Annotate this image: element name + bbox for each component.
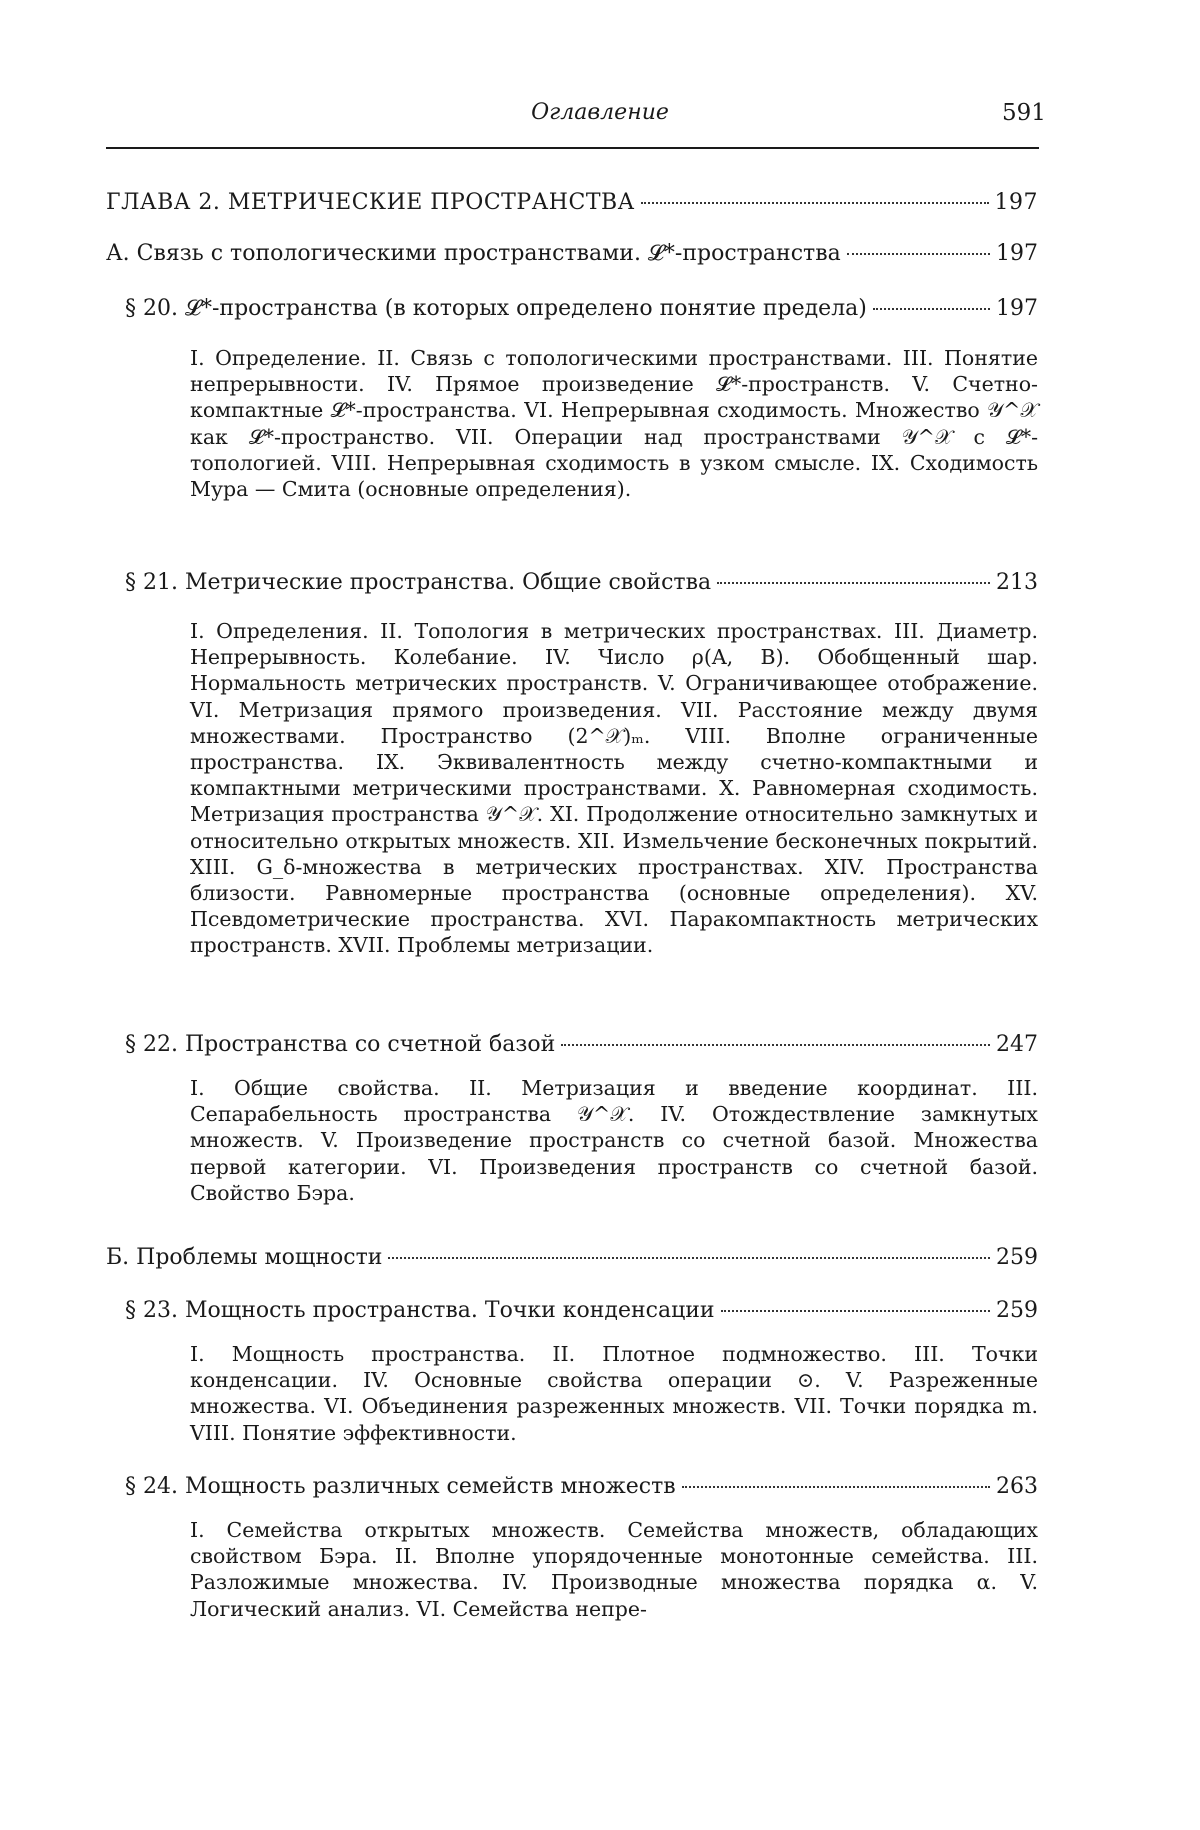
section-page: 213 — [996, 568, 1038, 598]
toc-section-24[interactable] — [125, 1469, 1038, 1502]
section-page: 247 — [996, 1030, 1038, 1060]
dot-leader — [847, 231, 990, 255]
part-a-title: А. Связь с топологическими пространствами. 𝓛*-пространства — [106, 239, 841, 269]
section-page: 263 — [996, 1472, 1038, 1502]
toc-section-22[interactable] — [125, 1027, 1038, 1060]
chapter-page: 197 — [995, 188, 1039, 218]
section-24-description: I. Семейства открытых множеств. Семейства множеств, обладающих свойством Бэра. II. Вполне упорядоченные монотонные семейства. III. Разложимые множества. IV. Производные множества порядка α. V. Логический анализ. VI. Семейства непре- — [190, 1517, 1038, 1622]
part-a-page: 197 — [996, 239, 1038, 269]
toc-section-23[interactable] — [125, 1293, 1038, 1326]
chapter-title: ГЛАВА 2. МЕТРИЧЕСКИЕ ПРОСТРАНСТВА — [106, 188, 635, 218]
header-rule — [106, 147, 1039, 149]
section-22-description: I. Общие свойства. II. Метризация и введение координат. III. Сепарабельность пространства 𝒴^𝒳. IV. Отождествление замкнутых множеств. V. Произведение пространств со счетной базой. Множества первой категории. VI. Произведения пространств со счетной базой. Свойство Бэра. — [190, 1075, 1038, 1206]
dot-leader — [641, 180, 989, 204]
section-20-description: I. Определение. II. Связь с топологическими пространствами. III. Понятие непрерывности. IV. Прямое произведение 𝓛*-пространств. V. Счетно-компактные 𝓛*-пространства. VI. Непрерывная сходимость. Множество 𝒴^𝒳 как 𝓛*-пространство. VII. Операции над пространствами 𝒴^𝒳 с 𝓛*-топологией. VIII. Непрерывная сходимость в узком смысле. IX. Сходимость Мура — Смита (основные определения). — [190, 345, 1038, 502]
section-23-description: I. Мощность пространства. II. Плотное подмножество. III. Точки конденсации. IV. Основные свойства операции ⊙. V. Разреженные множества. VI. Объединения разреженных множеств. VII. Точки порядка m. VIII. Понятие эффективности. — [190, 1341, 1038, 1446]
toc-section-20[interactable] — [125, 291, 1038, 324]
book-page — [0, 0, 1200, 1830]
toc-part-a[interactable] — [106, 236, 1038, 269]
section-title: § 21. Метрические пространства. Общие свойства — [125, 568, 711, 598]
section-title: § 23. Мощность пространства. Точки конденсации — [125, 1296, 715, 1326]
toc-part-b[interactable] — [106, 1240, 1038, 1273]
dot-leader — [721, 1288, 990, 1312]
dot-leader — [388, 1235, 990, 1259]
dot-leader — [873, 286, 990, 310]
part-b-page: 259 — [996, 1243, 1038, 1273]
toc-section-21[interactable] — [125, 565, 1038, 598]
part-b-title: Б. Проблемы мощности — [106, 1243, 382, 1273]
running-title: Оглавление — [0, 100, 1200, 125]
section-title: § 22. Пространства со счетной базой — [125, 1030, 555, 1060]
page-number: 591 — [1002, 100, 1046, 126]
dot-leader — [717, 560, 990, 584]
section-title: § 20. 𝓛*-пространства (в которых определено понятие предела) — [125, 294, 867, 324]
section-21-description: I. Определения. II. Топология в метрических пространствах. III. Диаметр. Непрерывность. Колебание. IV. Число ρ(A, B). Обобщенный шар. Нормальность метрических пространств. V. Ограничивающее отображение. VI. Метризация прямого произведения. VII. Расстояние между двумя множествами. Пространство (2^𝒳)ₘ. VIII. Вполне ограниченные пространства. IX. Эквивалентность между счетно-компактными и компактными метрическими пространствами. X. Равномерная сходимость. Метризация пространства 𝒴^𝒳. XI. Продолжение относительно замкнутых и относительно открытых множеств. XII. Измельчение бесконечных покрытий. XIII. G_δ-множества в метрических пространствах. XIV. Пространства близости. Равномерные пространства (основные определения). XV. Псевдометрические пространства. XVI. Паракомпактность метрических пространств. XVII. Проблемы метризации. — [190, 618, 1038, 959]
section-page: 259 — [996, 1296, 1038, 1326]
section-page: 197 — [996, 294, 1038, 324]
dot-leader — [561, 1022, 990, 1046]
dot-leader — [682, 1464, 990, 1488]
toc-chapter-2[interactable] — [106, 185, 1038, 218]
section-title: § 24. Мощность различных семейств множеств — [125, 1472, 676, 1502]
